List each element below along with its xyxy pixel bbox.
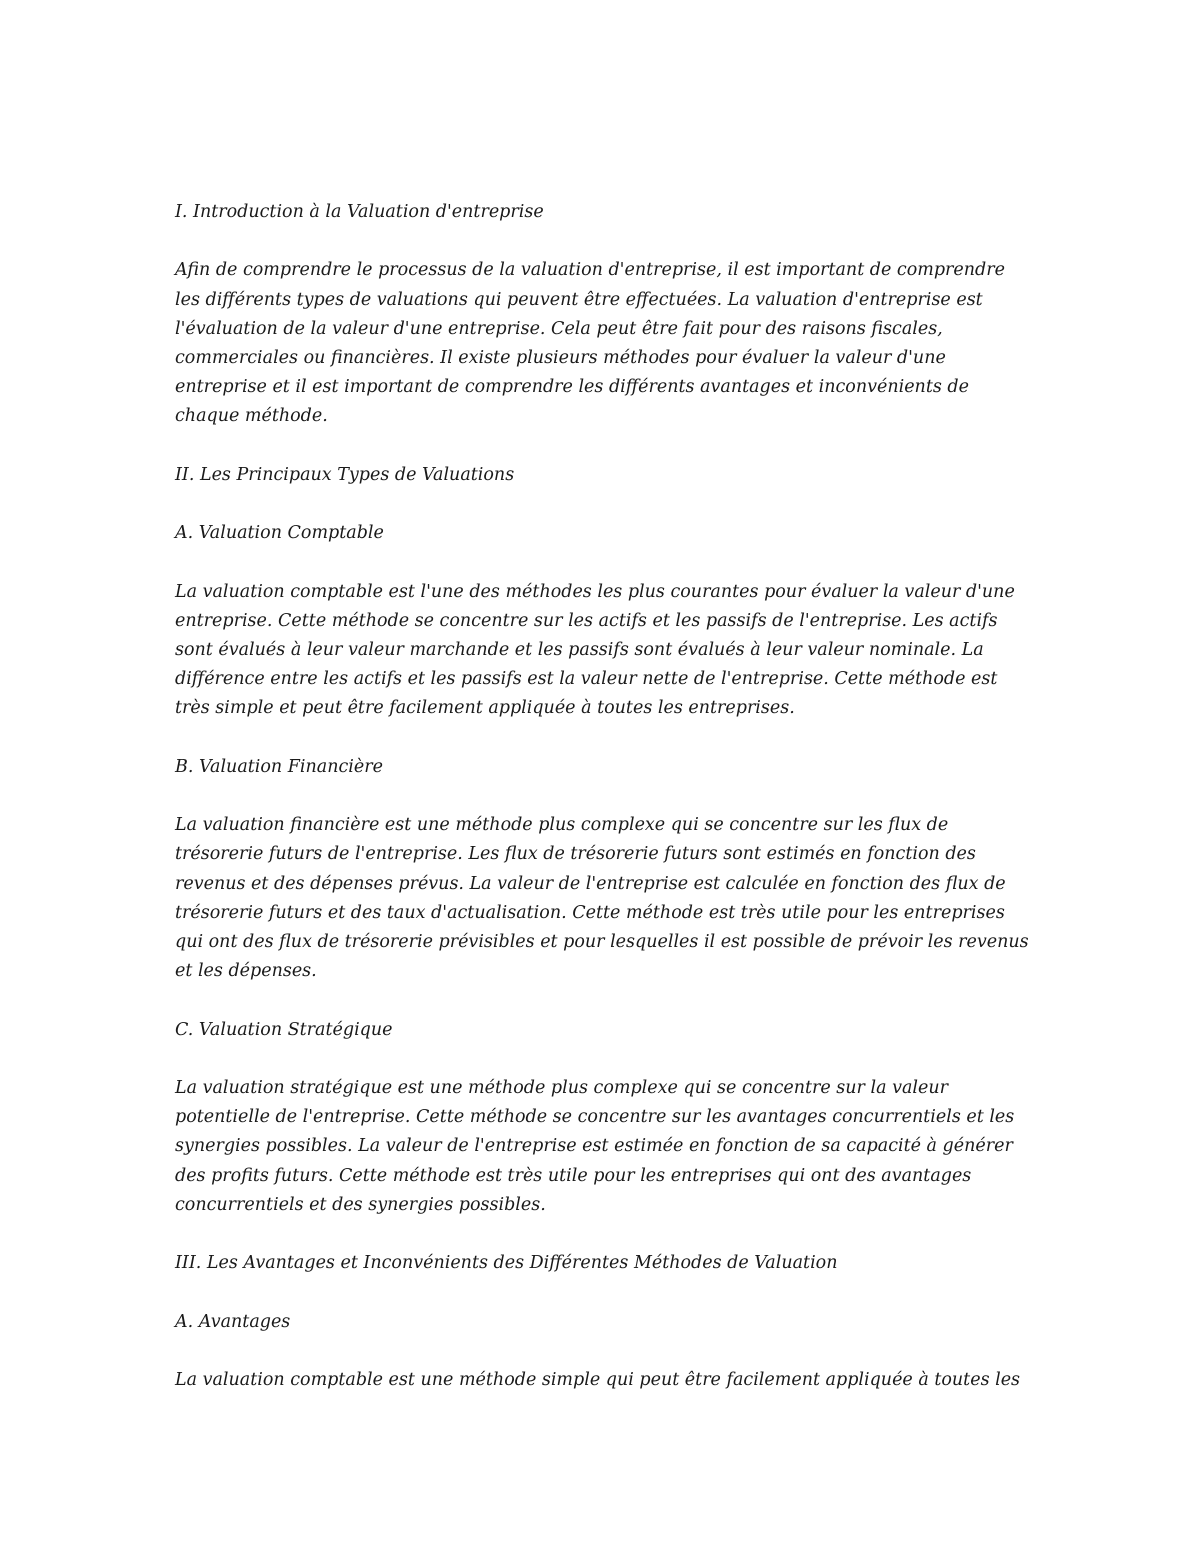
paragraph-comptable: La valuation comptable est l'une des méthodes les plus courantes pour évaluer la valeur d'une entreprise. Cette méthode se concentre sur les actifs et les passifs de l'entreprise. Les actifs sont évalués à leur valeur marchande et les passifs sont évalués à leur valeur nominale. La différence entre les actifs et les passifs est la valeur nette de l'entreprise. Cette méthode est très simple et peut être facilement appliquée à toutes les entreprises. <box>175 581 1015 719</box>
paragraph-avantages: La valuation comptable est une méthode simple qui peut être facilement appliquée à toutes les <box>175 1369 1021 1390</box>
section-heading-types: II. Les Principaux Types de Valuations <box>175 464 515 485</box>
subsection-heading-avantages: A. Avantages <box>175 1311 291 1332</box>
section-heading-avantages-inconvenients: III. Les Avantages et Inconvénients des Différentes Méthodes de Valuation <box>175 1253 838 1274</box>
subsection-heading-financiere: B. Valuation Financière <box>175 756 383 777</box>
subsection-heading-strategique: C. Valuation Stratégique <box>175 1019 393 1040</box>
paragraph-introduction: Afin de comprendre le processus de la valuation d'entreprise, il est important de comprendre les différents types de valuations qui peuvent être effectuées. La valuation d'entreprise est l'évaluation de la valeur d'une entreprise. Cela peut être fait pour des raisons fiscales, commerciales ou financières. Il existe plusieurs méthodes pour évaluer la valeur d'une entreprise et il est important de comprendre les différents avantages et inconvénients de chaque méthode. <box>175 260 1005 427</box>
section-heading-introduction: I. Introduction à la Valuation d'entreprise <box>175 202 544 222</box>
document-body <box>175 198 1035 1395</box>
paragraph-strategique: La valuation stratégique est une méthode plus complexe qui se concentre sur la valeur potentielle de l'entreprise. Cette méthode se concentre sur les avantages concurrentiels et les synergies possibles. La valeur de l'entreprise est estimée en fonction de sa capacité à générer des profits futurs. Cette méthode est très utile pour les entreprises qui ont des avantages concurrentiels et des synergies possibles. <box>175 1077 1015 1215</box>
subsection-heading-comptable: A. Valuation Comptable <box>175 523 384 544</box>
paragraph-financiere: La valuation financière est une méthode plus complexe qui se concentre sur les flux de trésorerie futurs de l'entreprise. Les flux de trésorerie futurs sont estimés en fonction des revenus et des dépenses prévus. La valeur de l'entreprise est calculée en fonction des flux de trésorerie futurs et des taux d'actualisation. Cette méthode est très utile pour les entreprises qui ont des flux de trésorerie prévisibles et pour lesquelles il est possible de prévoir les revenus et les dépenses. <box>175 815 1029 982</box>
